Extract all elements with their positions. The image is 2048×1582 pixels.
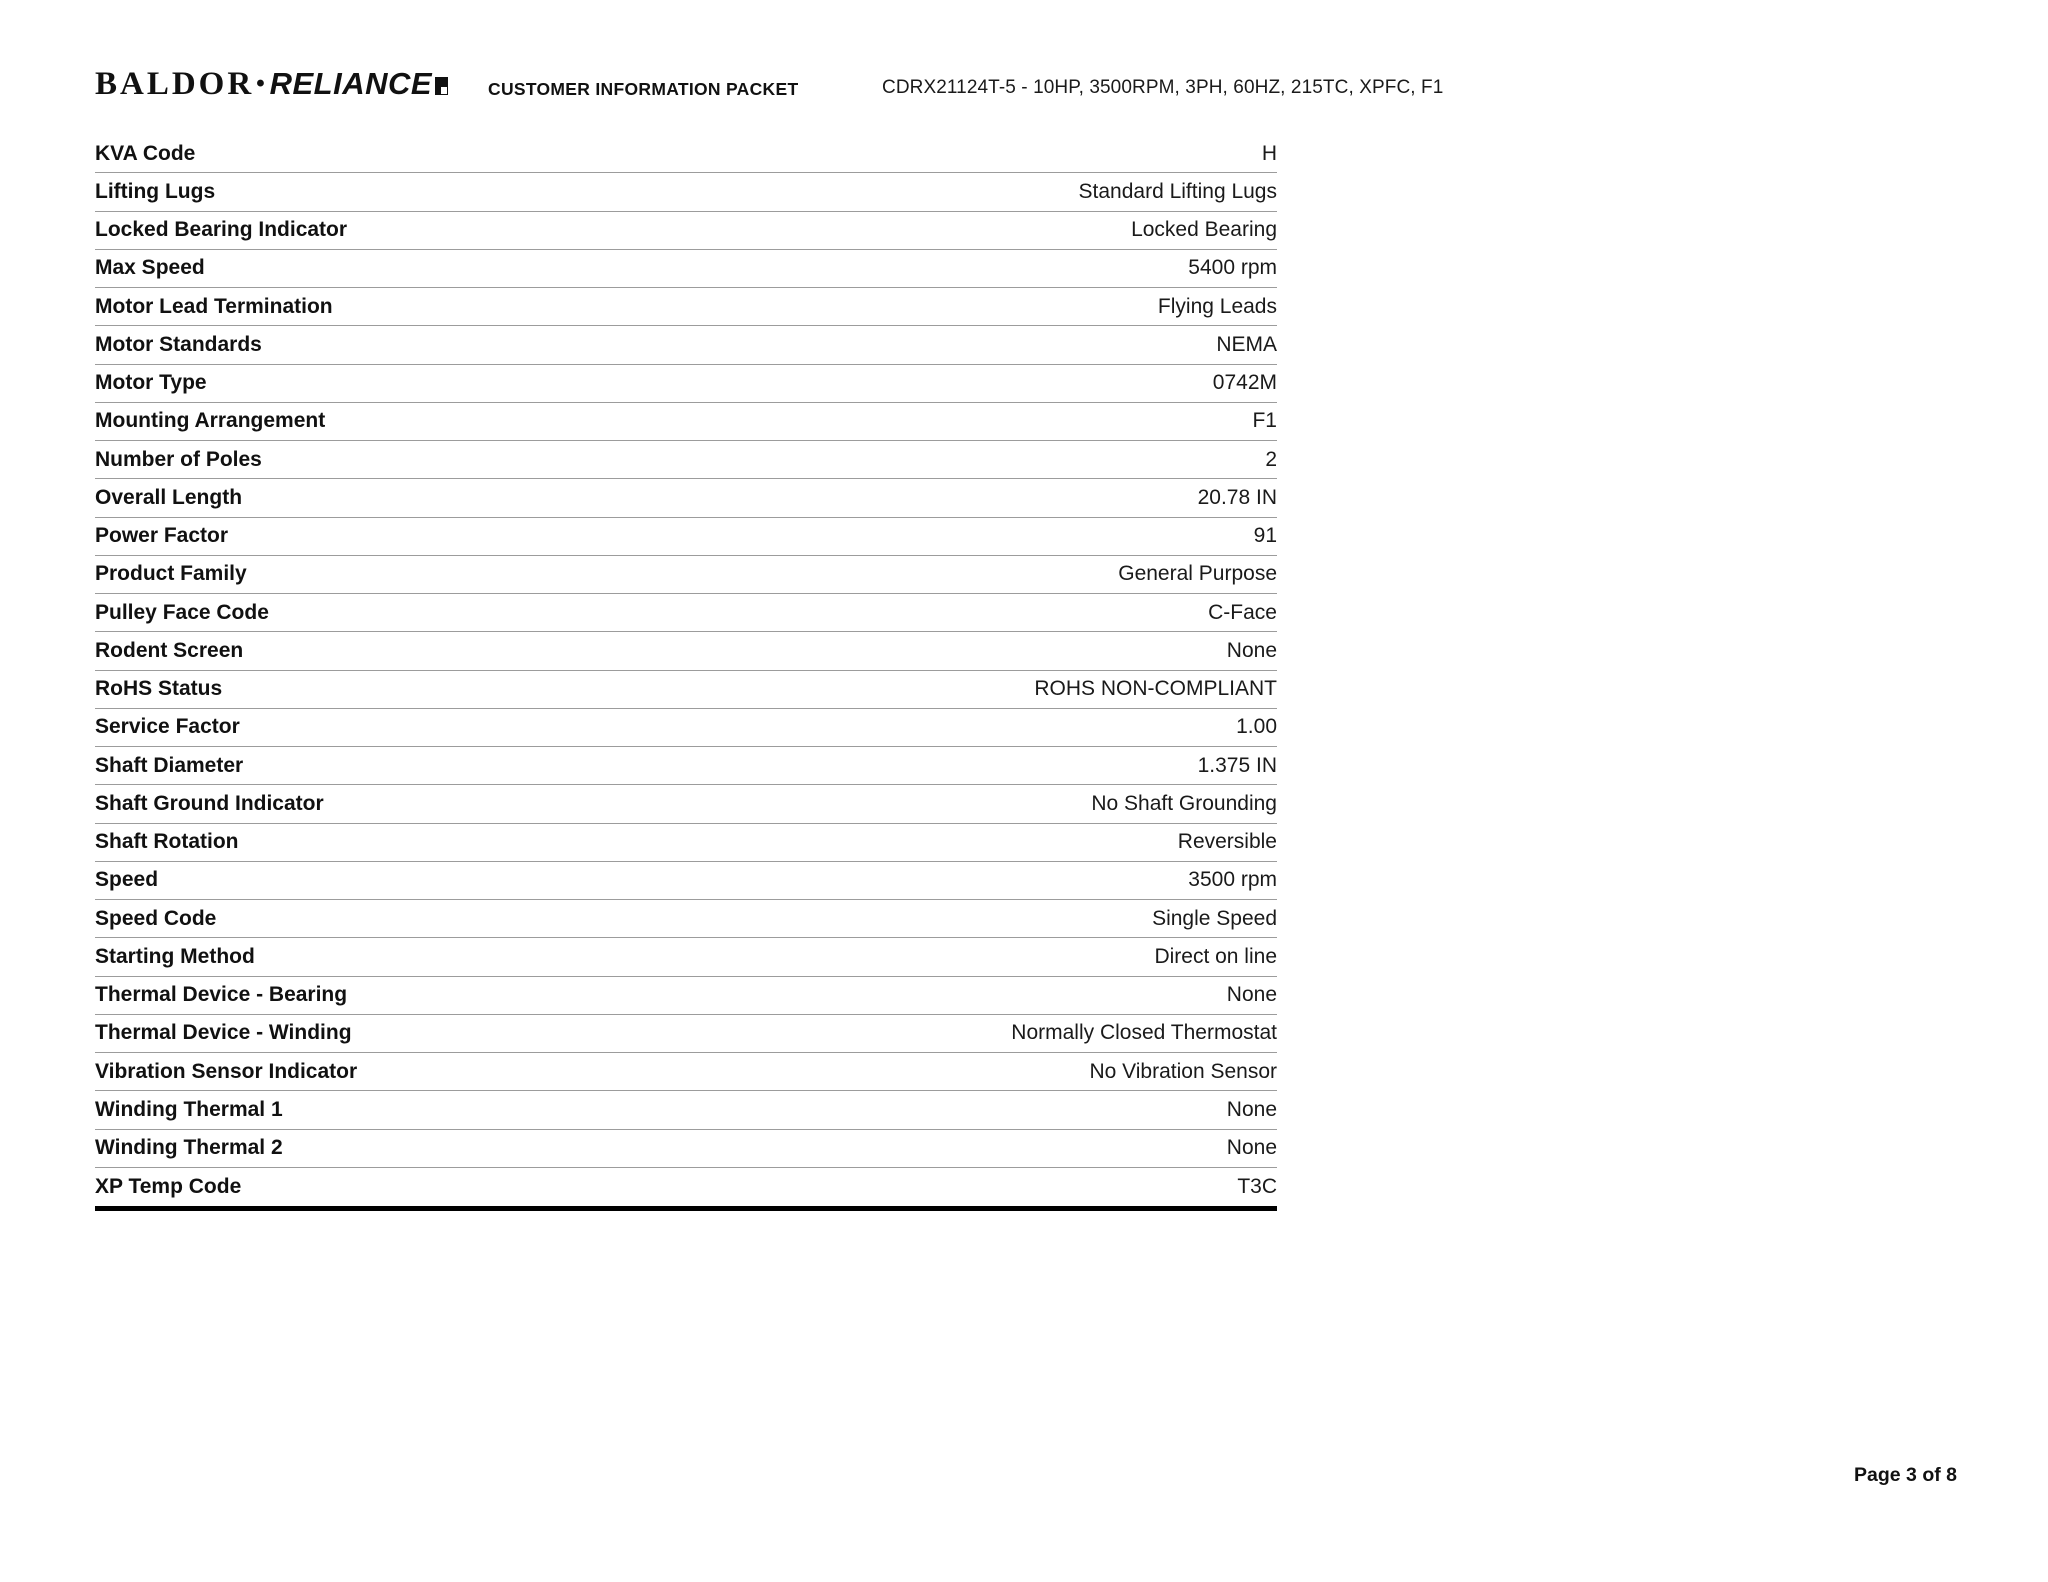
spec-value: None: [1226, 638, 1277, 662]
spec-label: Overall Length: [95, 485, 243, 509]
spec-label: Thermal Device - Winding: [95, 1021, 352, 1045]
spec-label: Number of Poles: [95, 447, 262, 471]
spec-value: H: [1261, 141, 1277, 165]
spec-label: Product Family: [95, 562, 247, 586]
spec-value: C-Face: [1208, 600, 1277, 624]
table-row: [95, 1130, 1277, 1168]
table-row: [95, 900, 1277, 938]
table-row: [95, 785, 1277, 823]
spec-label: Pulley Face Code: [95, 600, 269, 624]
spec-value: None: [1226, 983, 1277, 1007]
spec-value: Flying Leads: [1157, 294, 1277, 318]
spec-label: XP Temp Code: [95, 1174, 242, 1198]
table-row: [95, 250, 1277, 288]
table-row: [95, 824, 1277, 862]
spec-label: Speed: [95, 868, 159, 892]
table-row: [95, 365, 1277, 403]
spec-label: Winding Thermal 2: [95, 1136, 283, 1160]
table-row: [95, 135, 1277, 173]
table-row: [95, 1053, 1277, 1091]
baldor-reliance-logo: [95, 68, 448, 101]
logo-baldor-text: BALDOR: [95, 66, 255, 102]
spec-label: Shaft Rotation: [95, 830, 239, 854]
spec-label: Lifting Lugs: [95, 179, 216, 203]
table-row: [95, 1091, 1277, 1129]
spec-label: Rodent Screen: [95, 638, 244, 662]
spec-value: 91: [1253, 524, 1277, 548]
spec-value: None: [1226, 1136, 1277, 1160]
spec-value: Standard Lifting Lugs: [1078, 179, 1277, 203]
spec-label: Shaft Ground Indicator: [95, 791, 324, 815]
spec-label: KVA Code: [95, 141, 196, 165]
table-row: [95, 518, 1277, 556]
table-row: [95, 632, 1277, 670]
spec-value: T3C: [1237, 1174, 1277, 1198]
table-row: [95, 479, 1277, 517]
table-row: [95, 1015, 1277, 1053]
spec-value: NEMA: [1216, 332, 1277, 356]
table-row: [95, 556, 1277, 594]
spec-label: Service Factor: [95, 715, 240, 739]
spec-label: Motor Standards: [95, 332, 262, 356]
spec-value: 0742M: [1212, 371, 1277, 395]
spec-value: 5400 rpm: [1188, 256, 1277, 280]
spec-value: No Vibration Sensor: [1089, 1059, 1277, 1083]
spec-value: Direct on line: [1154, 944, 1277, 968]
page-indicator: Page 3 of 8: [1854, 1464, 1957, 1486]
spec-label: RoHS Status: [95, 677, 223, 701]
table-row: [95, 212, 1277, 250]
spec-value: No Shaft Grounding: [1091, 791, 1277, 815]
logo-dot-separator: •: [256, 70, 265, 97]
spec-label: Winding Thermal 1: [95, 1097, 283, 1121]
spec-value: 1.00: [1236, 715, 1277, 739]
spec-label: Speed Code: [95, 906, 217, 930]
spec-value: F1: [1252, 409, 1277, 433]
table-row: [95, 594, 1277, 632]
table-row: [95, 403, 1277, 441]
spec-label: Max Speed: [95, 256, 205, 280]
spec-label: Mounting Arrangement: [95, 409, 326, 433]
spec-value: 20.78 IN: [1197, 485, 1277, 509]
spec-value: Locked Bearing: [1131, 218, 1277, 242]
spec-label: Locked Bearing Indicator: [95, 218, 348, 242]
spec-value: 2: [1265, 447, 1277, 471]
spec-label: Motor Type: [95, 371, 207, 395]
spec-value: 3500 rpm: [1188, 868, 1277, 892]
spec-value: Reversible: [1177, 830, 1277, 854]
spec-label: Starting Method: [95, 944, 255, 968]
spec-value: Single Speed: [1152, 906, 1277, 930]
table-row: [95, 938, 1277, 976]
table-row: [95, 747, 1277, 785]
table-row: [95, 173, 1277, 211]
table-row: [95, 326, 1277, 364]
trademark-icon: [435, 77, 448, 95]
table-row: [95, 288, 1277, 326]
spec-label: Motor Lead Termination: [95, 294, 333, 318]
spec-label: Thermal Device - Bearing: [95, 983, 348, 1007]
spec-label: Vibration Sensor Indicator: [95, 1059, 358, 1083]
table-row: [95, 1168, 1277, 1206]
product-descriptor: CDRX21124T-5 - 10HP, 3500RPM, 3PH, 60HZ, 215TC, XPFC, F1: [882, 77, 1444, 98]
spec-value: General Purpose: [1118, 562, 1277, 586]
table-row: [95, 441, 1277, 479]
table-row: [95, 709, 1277, 747]
table-row: [95, 671, 1277, 709]
document-title: CUSTOMER INFORMATION PACKET: [488, 79, 799, 99]
spec-value: None: [1226, 1097, 1277, 1121]
spec-label: Shaft Diameter: [95, 753, 244, 777]
spec-label: Power Factor: [95, 524, 229, 548]
logo-reliance-text: RELIANCE: [269, 66, 433, 101]
spec-table: [95, 135, 1277, 1211]
table-row: [95, 862, 1277, 900]
spec-value: ROHS NON-COMPLIANT: [1034, 677, 1277, 701]
spec-value: 1.375 IN: [1197, 753, 1277, 777]
spec-value: Normally Closed Thermostat: [1011, 1021, 1277, 1045]
table-row: [95, 977, 1277, 1015]
